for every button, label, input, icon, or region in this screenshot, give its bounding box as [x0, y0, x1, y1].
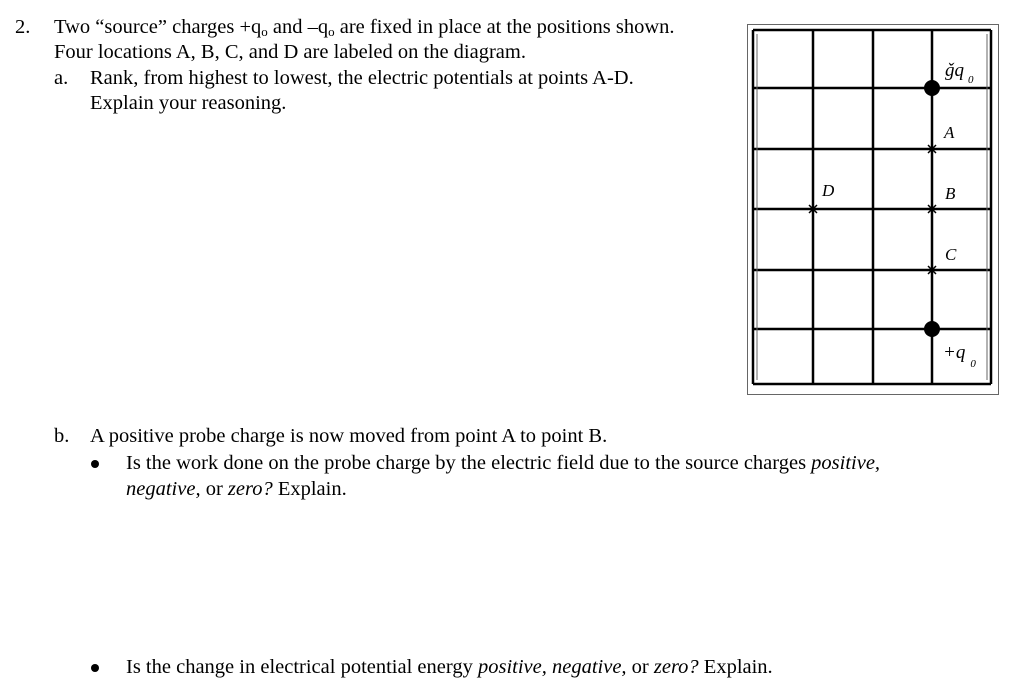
point-b-label: B — [945, 184, 956, 203]
point-b-marker — [926, 203, 938, 215]
bullet-2-line: Is the change in electrical potential energy positive, negative, or zero? Explain. — [126, 656, 773, 678]
point-a-marker — [926, 143, 938, 155]
positive-charge-dot — [924, 321, 940, 337]
negative-charge-label: ǧq $_0$ — [945, 60, 974, 86]
bullet-2-dot — [91, 664, 99, 672]
grid-lines — [753, 30, 991, 384]
point-d-label: D — [822, 181, 835, 200]
negative-charge-dot — [924, 80, 940, 96]
part-b-label: b. — [54, 425, 70, 447]
problem-number: 2. — [15, 16, 31, 38]
part-a-label: a. — [54, 67, 69, 89]
part-b-intro: A positive probe charge is now moved from point A to point B. — [90, 425, 608, 447]
point-c-label: C — [945, 245, 957, 264]
bullet-1-line-1: Is the work done on the probe charge by the electric field due to the source charges positive, — [126, 452, 881, 474]
point-c-marker — [926, 264, 938, 276]
charge-grid-diagram — [747, 24, 999, 396]
problem-line-2: Four locations A, B, C, and D are labeled on the diagram. — [54, 41, 526, 63]
bullet-1-dot — [91, 460, 99, 468]
positive-charge-label: $+q_0$ — [943, 342, 976, 370]
part-a-line-1: Rank, from highest to lowest, the electric potentials at points A-D. — [90, 67, 634, 89]
part-a-line-2: Explain your reasoning. — [90, 92, 287, 114]
point-d-marker — [807, 203, 819, 215]
problem-line-1: Two “source” charges $+q_o$ and $-q_o$ are fixed in place at the positions shown. — [54, 16, 675, 39]
point-a-label: A — [944, 123, 955, 142]
bullet-1-line-2: negative, or zero? Explain. — [126, 478, 347, 500]
